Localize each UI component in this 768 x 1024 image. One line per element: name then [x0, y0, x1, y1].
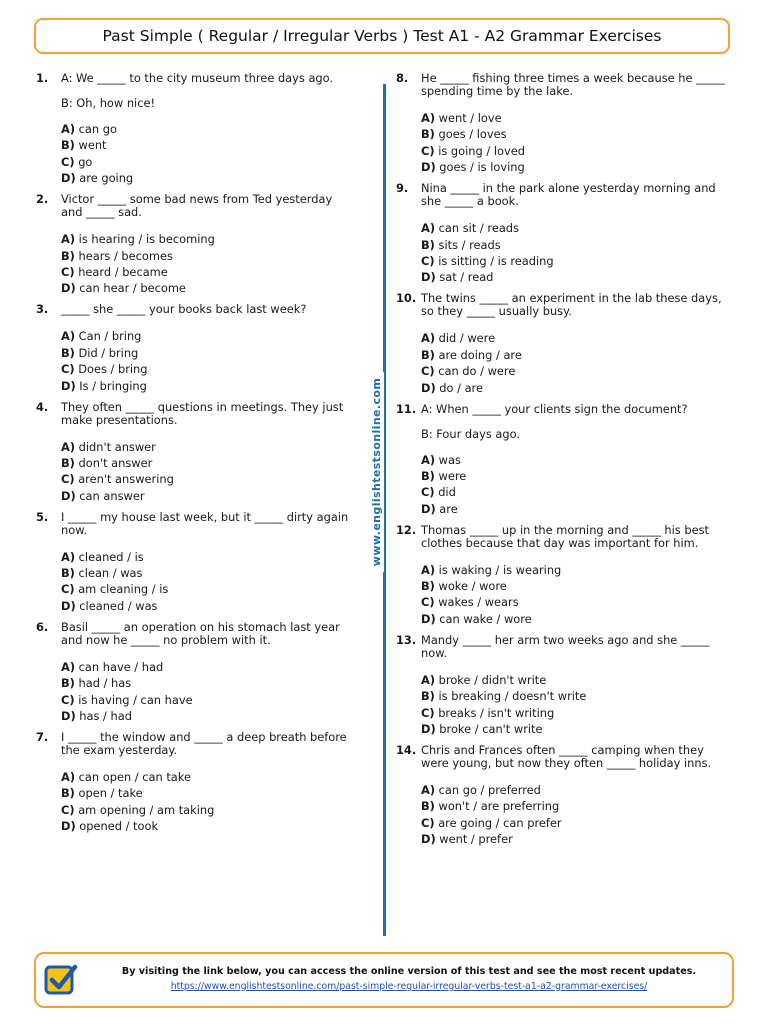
option-text: go — [78, 154, 93, 169]
answer-option[interactable] — [421, 349, 734, 362]
option-text: am opening / am taking — [78, 802, 215, 817]
question-number: 5. — [36, 509, 49, 524]
option-letter: B) — [61, 455, 75, 470]
option-letter: A) — [61, 659, 76, 674]
answer-option[interactable] — [61, 347, 354, 360]
option-text: is breaking / doesn't write — [438, 689, 587, 704]
answer-option[interactable] — [421, 365, 734, 378]
option-letter: C) — [61, 264, 75, 279]
question-item — [36, 72, 354, 185]
question-number: 2. — [36, 192, 49, 207]
option-letter: C) — [421, 485, 435, 500]
option-text: can go / preferred — [438, 783, 541, 798]
answer-option[interactable] — [61, 156, 354, 169]
option-letter: A) — [61, 770, 76, 785]
option-text: goes / loves — [438, 127, 507, 142]
option-text: is hearing / is becoming — [78, 232, 215, 247]
option-letter: D) — [421, 722, 436, 737]
question-item — [36, 511, 354, 613]
option-text: are going — [79, 171, 134, 186]
question-number: 7. — [36, 730, 49, 745]
option-letter: C) — [421, 595, 435, 610]
option-letter: A) — [421, 111, 436, 125]
option-text: Does / bring — [78, 362, 148, 377]
question-item — [396, 403, 734, 516]
answer-option[interactable] — [61, 490, 354, 503]
question-number: 1. — [36, 71, 49, 85]
question-text: A: We _____ to the city museum three days ago. — [61, 71, 334, 85]
option-letter: C) — [61, 154, 75, 169]
option-text: do / are — [439, 380, 483, 395]
question-item — [36, 621, 354, 723]
option-text: breaks / isn't writing — [438, 705, 555, 720]
option-text: can do / were — [438, 364, 516, 379]
answer-option[interactable] — [421, 222, 734, 235]
footer-note: By visiting the link below, you can access the online version of this test and see the most recent updates. — [121, 966, 697, 977]
question-text: A: When _____ your clients sign the document? — [421, 401, 688, 416]
option-letter: D) — [61, 171, 76, 186]
option-text: heard / became — [78, 264, 168, 279]
option-letter: A) — [421, 331, 436, 346]
answer-option[interactable] — [61, 139, 354, 152]
option-letter: D) — [61, 598, 76, 613]
option-text: sat / read — [439, 270, 494, 285]
option-text: woke / wore — [438, 579, 507, 594]
option-letter: B) — [61, 345, 75, 360]
page-title-box — [34, 18, 730, 54]
answer-option[interactable] — [421, 503, 734, 516]
option-letter: C) — [421, 364, 435, 379]
option-text: did / were — [438, 331, 496, 346]
question-text: Victor _____ some bad news from Ted yesterday and _____ sad. — [61, 192, 333, 220]
option-text: can open / can take — [78, 770, 191, 785]
answer-option[interactable] — [421, 564, 734, 577]
answer-option[interactable] — [421, 382, 734, 395]
option-text: clean / was — [78, 566, 143, 581]
answer-option[interactable] — [61, 583, 354, 596]
option-text: am cleaning / is — [78, 582, 169, 597]
option-text: is waking / is wearing — [438, 562, 562, 577]
answer-option[interactable] — [421, 145, 734, 158]
question-text: Basil _____ an operation on his stomach last year and now he _____ no problem with it. — [61, 619, 340, 647]
option-letter: C) — [61, 582, 75, 597]
option-text: were — [438, 468, 467, 483]
option-text: cleaned / is — [78, 549, 144, 564]
answer-option[interactable] — [421, 255, 734, 268]
answer-option[interactable] — [61, 233, 354, 246]
option-letter: D) — [421, 270, 436, 285]
option-letter: D) — [61, 378, 76, 393]
option-letter: C) — [421, 705, 435, 720]
question-text: Chris and Frances often _____ camping when they were young, but now they often _____ holiday inns. — [421, 743, 712, 771]
option-letter: A) — [61, 232, 76, 247]
answer-option[interactable] — [61, 330, 354, 343]
option-text: won't / are preferring — [438, 799, 560, 814]
option-text: went / prefer — [439, 832, 513, 847]
question-item — [36, 401, 354, 503]
question-number: 6. — [36, 619, 49, 634]
answer-option[interactable] — [421, 800, 734, 813]
answer-option[interactable] — [421, 833, 734, 846]
option-text: can go — [78, 122, 117, 136]
option-text: can sit / reads — [438, 221, 519, 236]
footer-box — [34, 952, 734, 1008]
answer-option[interactable] — [61, 380, 354, 393]
option-letter: A) — [421, 452, 436, 467]
answer-option[interactable] — [61, 694, 354, 707]
option-letter: B) — [421, 579, 435, 594]
online-test-link[interactable]: https://www.englishtestsonline.com/past-simple-regular-irregular-verbs-test-a1-a2-grammar-exercises/ — [170, 981, 648, 992]
option-letter: B) — [61, 248, 75, 263]
option-text: Did / bring — [78, 345, 139, 360]
option-text: can hear / become — [79, 281, 186, 296]
option-letter: B) — [421, 689, 435, 704]
option-text: sits / reads — [438, 237, 501, 252]
question-text: Thomas _____ up in the morning and _____ his best clothes because that day was important for him. — [421, 522, 709, 550]
option-text: aren't answering — [78, 472, 174, 487]
answer-option[interactable] — [61, 804, 354, 817]
option-letter: B) — [421, 347, 435, 362]
option-letter: D) — [61, 488, 76, 503]
answer-option[interactable] — [421, 596, 734, 609]
option-text: went / love — [438, 111, 502, 125]
answer-option[interactable] — [421, 690, 734, 703]
left-question-column — [36, 72, 354, 841]
option-text: went — [78, 138, 107, 153]
option-text: Is / bringing — [79, 378, 147, 393]
answer-option[interactable] — [421, 707, 734, 720]
answer-option[interactable] — [421, 239, 734, 252]
answer-option[interactable] — [61, 710, 354, 723]
option-letter: D) — [421, 611, 436, 626]
answer-option[interactable] — [61, 266, 354, 279]
answer-option[interactable] — [61, 600, 354, 613]
question-text: Nina _____ in the park alone yesterday morning and she _____ a book. — [421, 181, 716, 209]
question-number: 13. — [396, 632, 417, 647]
question-number: 14. — [396, 743, 417, 758]
question-item — [396, 744, 734, 846]
answer-option[interactable] — [421, 613, 734, 626]
option-text: are going / can prefer — [438, 815, 562, 830]
answer-option[interactable] — [421, 271, 734, 284]
question-text: _____ she _____ your books back last week? — [61, 302, 307, 317]
option-letter: B) — [421, 237, 435, 252]
option-letter: C) — [421, 143, 435, 158]
option-text: is going / loved — [438, 143, 525, 158]
question-response: B: Four days ago. — [421, 426, 521, 441]
option-letter: A) — [61, 439, 76, 454]
option-letter: D) — [421, 160, 436, 175]
question-response: B: Oh, how nice! — [61, 96, 156, 110]
page-title: Past Simple ( Regular / Irregular Verbs ) Test A1 - A2 Grammar Exercises — [102, 27, 662, 45]
option-text: did — [438, 485, 456, 500]
checkbox-logo-icon — [42, 961, 78, 997]
option-letter: B) — [61, 786, 75, 801]
option-letter: C) — [61, 802, 75, 817]
option-text: open / take — [78, 786, 143, 801]
option-text: didn't answer — [78, 439, 156, 454]
option-text: cleaned / was — [79, 598, 158, 613]
option-letter: B) — [61, 676, 75, 691]
question-number: 3. — [36, 302, 49, 317]
answer-option[interactable] — [61, 172, 354, 185]
option-text: goes / is loving — [439, 160, 525, 175]
question-text: He _____ fishing three times a week because he _____ spending time by the lake. — [421, 71, 725, 98]
question-item — [36, 303, 354, 392]
answer-option[interactable] — [421, 161, 734, 174]
answer-option[interactable] — [61, 771, 354, 784]
option-letter: A) — [61, 549, 76, 564]
answer-option[interactable] — [421, 486, 734, 499]
question-item — [396, 634, 734, 736]
question-number: 9. — [396, 181, 409, 196]
answer-option[interactable] — [61, 250, 354, 263]
question-number: 10. — [396, 291, 417, 306]
option-text: don't answer — [78, 455, 153, 470]
answer-option[interactable] — [421, 817, 734, 830]
question-text: The twins _____ an experiment in the lab these days, so they _____ usually busy. — [421, 291, 722, 319]
option-letter: D) — [61, 819, 76, 834]
answer-option[interactable] — [61, 441, 354, 454]
option-text: broke / can't write — [439, 722, 543, 737]
option-letter: B) — [61, 138, 75, 153]
answer-option[interactable] — [61, 123, 354, 136]
option-letter: D) — [421, 380, 436, 395]
answer-option[interactable] — [61, 820, 354, 833]
option-letter: D) — [61, 281, 76, 296]
option-letter: B) — [421, 799, 435, 814]
question-text: I _____ my house last week, but it _____ dirty again now. — [61, 509, 349, 537]
question-item — [396, 182, 734, 284]
answer-option[interactable] — [61, 457, 354, 470]
option-letter: C) — [61, 472, 75, 487]
question-number: 4. — [36, 399, 49, 414]
right-question-column — [396, 72, 734, 854]
question-text: I _____ the window and _____ a deep breath before the exam yesterday. — [61, 730, 347, 758]
question-item — [396, 524, 734, 626]
answer-option[interactable] — [421, 674, 734, 687]
question-item — [36, 193, 354, 295]
question-item — [36, 731, 354, 833]
answer-option[interactable] — [61, 567, 354, 580]
answer-option[interactable] — [61, 473, 354, 486]
option-text: is sitting / is reading — [438, 253, 554, 268]
answer-option[interactable] — [61, 677, 354, 690]
option-text: broke / didn't write — [438, 672, 547, 687]
answer-option[interactable] — [421, 454, 734, 467]
option-letter: D) — [421, 832, 436, 847]
answer-option[interactable] — [421, 112, 734, 125]
option-letter: C) — [421, 815, 435, 830]
option-text: was — [438, 452, 461, 467]
answer-option[interactable] — [61, 661, 354, 674]
answer-option[interactable] — [421, 580, 734, 593]
option-text: are — [439, 501, 458, 516]
option-letter: A) — [421, 672, 436, 687]
option-letter: A) — [61, 329, 76, 344]
option-text: can answer — [79, 488, 145, 503]
option-text: can wake / wore — [439, 611, 532, 626]
answer-option[interactable] — [61, 363, 354, 376]
question-number: 11. — [396, 401, 417, 416]
question-number: 8. — [396, 71, 409, 85]
question-text: They often _____ questions in meetings. They just make presentations. — [61, 399, 344, 427]
answer-option[interactable] — [421, 470, 734, 483]
answer-option[interactable] — [421, 784, 734, 797]
option-letter: C) — [61, 692, 75, 707]
option-text: wakes / wears — [438, 595, 519, 610]
answer-option[interactable] — [421, 332, 734, 345]
question-number: 12. — [396, 522, 417, 537]
option-text: had / has — [78, 676, 132, 691]
option-text: are doing / are — [438, 347, 522, 362]
answer-option[interactable] — [61, 282, 354, 295]
option-letter: A) — [421, 783, 436, 798]
option-text: is having / can have — [78, 692, 193, 707]
option-letter: B) — [61, 566, 75, 581]
option-letter: B) — [421, 468, 435, 483]
option-letter: C) — [61, 362, 75, 377]
option-letter: C) — [421, 253, 435, 268]
answer-option[interactable] — [61, 787, 354, 800]
website-watermark: www.englishtestsonline.com — [370, 372, 384, 572]
option-letter: B) — [421, 127, 435, 142]
answer-option[interactable] — [421, 128, 734, 141]
question-item — [396, 292, 734, 394]
answer-option[interactable] — [421, 723, 734, 736]
option-text: hears / becomes — [78, 248, 173, 263]
option-text: Can / bring — [78, 329, 142, 344]
option-letter: A) — [61, 122, 76, 136]
question-item — [396, 72, 734, 174]
option-letter: A) — [421, 221, 436, 236]
option-text: can have / had — [78, 659, 164, 674]
answer-option[interactable] — [61, 551, 354, 564]
option-text: has / had — [79, 709, 132, 724]
option-letter: A) — [421, 562, 436, 577]
question-text: Mandy _____ her arm two weeks ago and she _____ now. — [421, 632, 710, 660]
option-letter: D) — [61, 709, 76, 724]
option-letter: D) — [421, 501, 436, 516]
option-text: opened / took — [79, 819, 159, 834]
